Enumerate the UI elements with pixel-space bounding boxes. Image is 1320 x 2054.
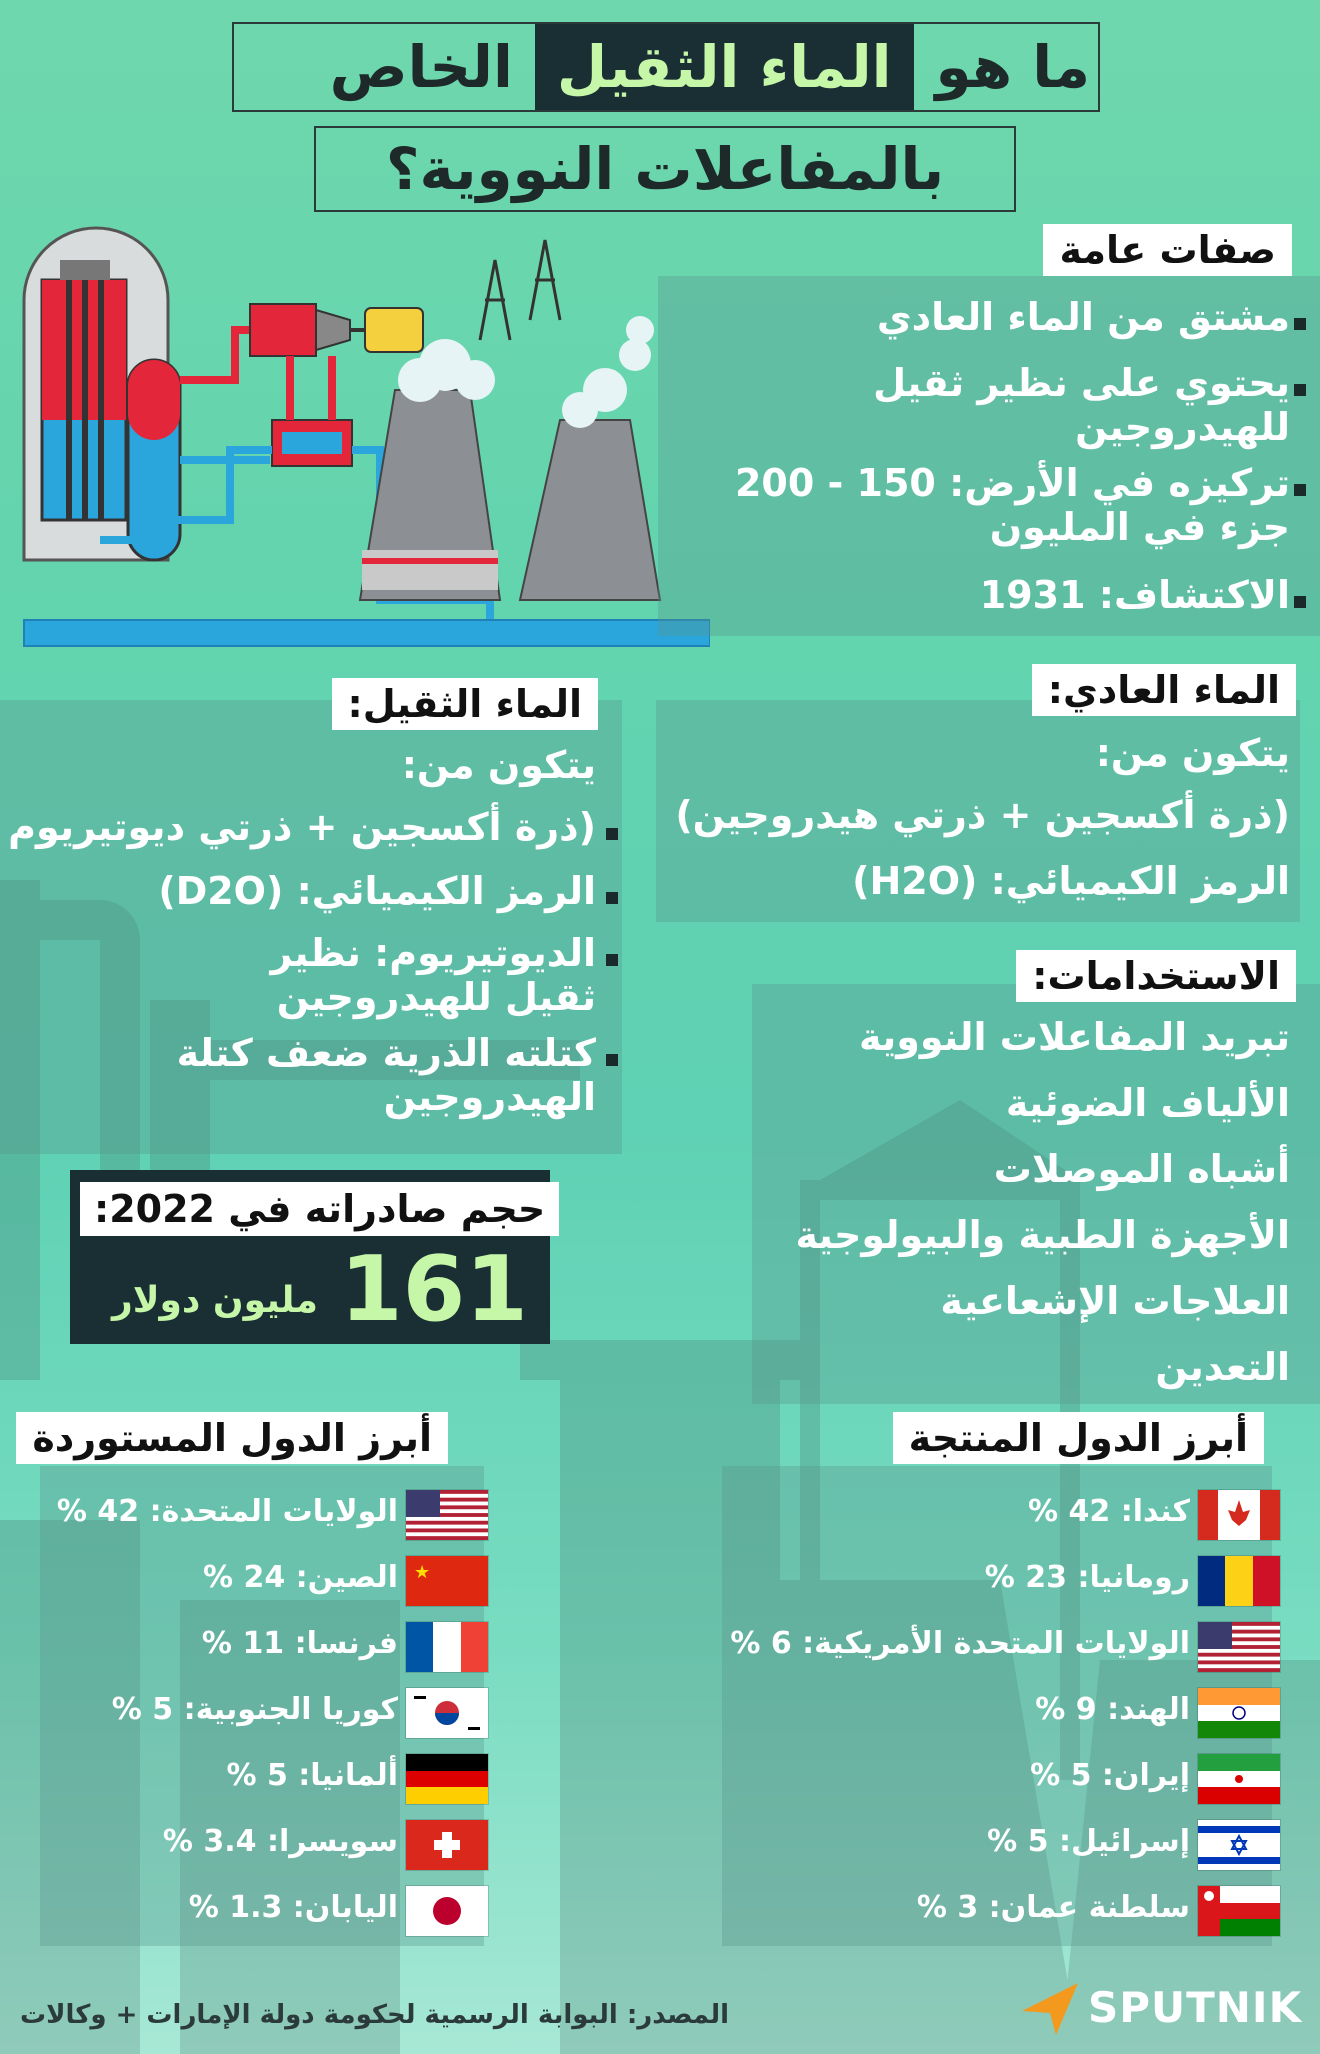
normal-water-composition: (ذرة أكسجين + ذرتي هيدروجين) bbox=[675, 793, 1290, 837]
ir-flag-icon bbox=[1198, 1754, 1280, 1804]
sputnik-logo-icon bbox=[1020, 1977, 1080, 2037]
importer-text: فرنسا: 11 % bbox=[201, 1626, 398, 1661]
importers-label: أبرز الدول المستوردة bbox=[16, 1412, 448, 1464]
heavy-water-item: كتلته الذرية ضعف كتلة الهيدروجين bbox=[176, 1031, 596, 1119]
turbine-icon bbox=[250, 304, 423, 356]
power-pylon-icon bbox=[480, 240, 560, 340]
uses-item: العلاجات الإشعاعية bbox=[940, 1279, 1290, 1323]
uses-item: التعدين bbox=[1155, 1345, 1290, 1389]
uses-item: تبريد المفاعلات النووية bbox=[858, 1015, 1290, 1059]
jp-flag-icon bbox=[406, 1886, 488, 1936]
producer-text: الولايات المتحدة الأمريكية: 6 % bbox=[730, 1626, 1190, 1661]
producer-text: كندا: 42 % bbox=[1027, 1494, 1190, 1529]
fr-flag-icon bbox=[406, 1622, 488, 1672]
cn-flag-icon bbox=[406, 1556, 488, 1606]
title-part-2: الخاص bbox=[329, 33, 513, 101]
sputnik-logo bbox=[1020, 1972, 1302, 2042]
producer-text: سلطنة عمان: 3 % bbox=[916, 1890, 1190, 1925]
in-flag-icon bbox=[1198, 1688, 1280, 1738]
heavy-water-item: الرمز الكيميائي: (D2O) bbox=[158, 869, 596, 913]
producer-text: إيران: 5 % bbox=[1030, 1758, 1190, 1793]
exports-value: 161 bbox=[340, 1237, 528, 1342]
source-text: المصدر: البوابة الرسمية لحكومة دولة الإمارات + وكالات bbox=[20, 2000, 730, 2030]
il-flag-icon bbox=[1198, 1820, 1280, 1870]
om-flag-icon bbox=[1198, 1886, 1280, 1936]
heavy-water-consists: يتكون من: bbox=[401, 743, 596, 787]
heavy-water-item: الديوتيريوم: نظير ثقيل للهيدروجين bbox=[270, 931, 596, 1019]
importer-text: كوريا الجنوبية: 5 % bbox=[111, 1692, 398, 1727]
importer-text: سويسرا: 3.4 % bbox=[162, 1824, 398, 1859]
ca-flag-icon bbox=[1198, 1490, 1280, 1540]
bullet-icon bbox=[1294, 318, 1306, 330]
ch-flag-icon bbox=[406, 1820, 488, 1870]
general-item: مشتق من الماء العادي bbox=[876, 295, 1290, 339]
general-item: يحتوي على نظير ثقيل للهيدروجين bbox=[873, 361, 1290, 449]
us-flag-icon bbox=[406, 1490, 488, 1540]
general-label: صفات عامة bbox=[1043, 224, 1292, 276]
uses-item: الألياف الضوئية bbox=[1005, 1081, 1290, 1125]
uses-item: أشباه الموصلات bbox=[993, 1147, 1290, 1191]
title-line-2 bbox=[314, 126, 1016, 212]
bullet-icon bbox=[606, 892, 618, 904]
title-line-1 bbox=[232, 22, 1100, 112]
bullet-icon bbox=[606, 828, 618, 840]
bullet-icon bbox=[606, 954, 618, 966]
condenser-icon bbox=[272, 420, 352, 466]
heavy-water-item: (ذرة أكسجين + ذرتي ديوتيريوم bbox=[8, 805, 596, 849]
de-flag-icon bbox=[406, 1754, 488, 1804]
uses-label: الاستخدامات: bbox=[1016, 950, 1296, 1002]
importer-text: اليابان: 1.3 % bbox=[188, 1890, 398, 1925]
producer-text: رومانيا: 23 % bbox=[984, 1560, 1190, 1595]
producers-label: أبرز الدول المنتجة bbox=[893, 1412, 1264, 1464]
cooling-tower-icon bbox=[360, 316, 660, 600]
uses-item: الأجهزة الطبية والبيولوجية bbox=[795, 1213, 1290, 1257]
us-flag-icon bbox=[1198, 1622, 1280, 1672]
bullet-icon bbox=[1294, 484, 1306, 496]
nuclear-plant-illustration bbox=[20, 220, 710, 650]
general-item: الاكتشاف: 1931 bbox=[979, 573, 1290, 617]
importer-text: الصين: 24 % bbox=[202, 1560, 398, 1595]
bullet-icon bbox=[1294, 384, 1306, 396]
heavy-water-label: الماء الثقيل: bbox=[332, 678, 598, 730]
steam-generator-icon bbox=[128, 360, 180, 560]
normal-water-label: الماء العادي: bbox=[1032, 664, 1296, 716]
title-part-1: ما هو bbox=[935, 33, 1090, 101]
sputnik-brand: SPUTNIK bbox=[1088, 1982, 1303, 2032]
bullet-icon bbox=[606, 1054, 618, 1066]
exports-heading: حجم صادراته في 2022: bbox=[80, 1182, 559, 1236]
producer-text: إسرائيل: 5 % bbox=[987, 1824, 1190, 1859]
producer-text: الهند: 9 % bbox=[1035, 1692, 1190, 1727]
exports-unit: مليون دولار bbox=[112, 1280, 318, 1321]
svg-text:★: ★ bbox=[414, 1562, 431, 1583]
title-highlight: الماء الثقيل bbox=[535, 24, 914, 110]
normal-water-consists: يتكون من: bbox=[1095, 731, 1290, 775]
kr-flag-icon bbox=[406, 1688, 488, 1738]
importer-text: ألمانيا: 5 % bbox=[226, 1758, 398, 1793]
normal-water-symbol: الرمز الكيميائي: (H2O) bbox=[852, 859, 1290, 903]
importer-text: الولايات المتحدة: 42 % bbox=[56, 1494, 398, 1529]
ro-flag-icon bbox=[1198, 1556, 1280, 1606]
title-line-2-text: بالمفاعلات النووية؟ bbox=[385, 135, 945, 203]
general-item: تركيزه في الأرض: 150 - 200 جزء في المليون bbox=[734, 461, 1290, 549]
bullet-icon bbox=[1294, 596, 1306, 608]
